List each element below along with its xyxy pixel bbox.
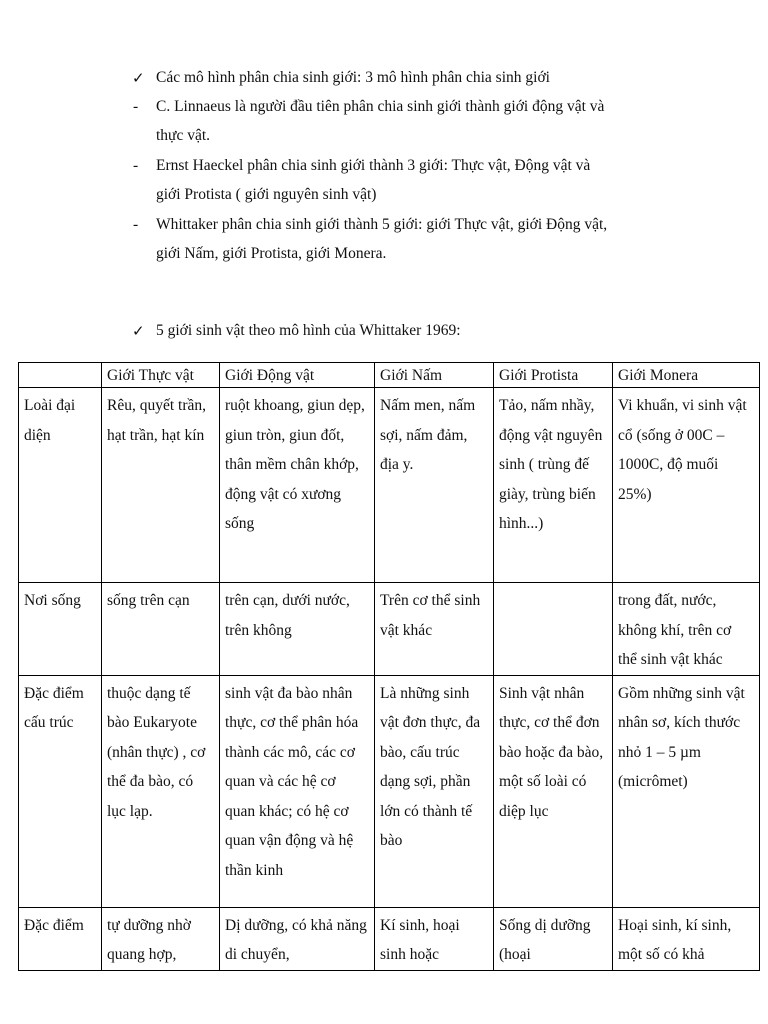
- checkmark-icon: ✓: [132, 69, 145, 87]
- table-cell: trong đất, nước, không khí, trên cơ thể sinh vật khác: [613, 583, 760, 676]
- intro-heading-five-kingdoms: 5 giới sinh vật theo mô hình của Whittaker 1969:: [156, 322, 461, 339]
- row-label: Đặc điểm cấu trúc: [19, 675, 102, 907]
- table-cell: [494, 583, 613, 676]
- table-header-cell: Giới Nấm: [375, 363, 494, 388]
- linnaeus-line-1: C. Linnaeus là người đầu tiên phân chia sinh giới thành giới động vật và: [156, 98, 605, 115]
- haeckel-line-1: Ernst Haeckel phân chia sinh giới thành 3 giới: Thực vật, Động vật và: [156, 157, 591, 174]
- table-header-cell: Giới Động vật: [220, 363, 375, 388]
- table-row: [19, 583, 760, 676]
- table-cell: Hoại sinh, kí sinh, một số có khả: [613, 907, 760, 970]
- checkmark-icon: ✓: [132, 322, 145, 340]
- dash-bullet-icon: -: [133, 216, 139, 233]
- linnaeus-line-2: thực vật.: [156, 127, 211, 144]
- table-cell: ruột khoang, giun dẹp, giun tròn, giun đốt, thân mềm chân khớp, động vật có xương sống: [220, 388, 375, 583]
- table-cell: Dị dưỡng, có khả năng di chuyển,: [220, 907, 375, 970]
- table-header-cell: [19, 363, 102, 388]
- table-header-row: [19, 363, 760, 388]
- table-cell: Nấm men, nấm sợi, nấm đảm, địa y.: [375, 388, 494, 583]
- table-cell: Sống dị dưỡng (hoại: [494, 907, 613, 970]
- table-cell: Tảo, nấm nhầy, động vật nguyên sinh ( trùng đế giày, trùng biến hình...): [494, 388, 613, 583]
- whittaker-line-1: Whittaker phân chia sinh giới thành 5 giới: giới Thực vật, giới Động vật,: [156, 216, 608, 233]
- table-cell: sống trên cạn: [102, 583, 220, 676]
- intro-heading-models: Các mô hình phân chia sinh giới: 3 mô hình phân chia sinh giới: [156, 69, 550, 86]
- table-row: [19, 388, 760, 583]
- row-label: Đặc điểm: [19, 907, 102, 970]
- dash-bullet-icon: -: [133, 157, 139, 174]
- haeckel-line-2: giới Protista ( giới nguyên sinh vật): [156, 186, 377, 203]
- table-header-cell: Giới Protista: [494, 363, 613, 388]
- table-cell: trên cạn, dưới nước, trên không: [220, 583, 375, 676]
- table-row: [19, 907, 760, 970]
- whittaker-line-2: giới Nấm, giới Protista, giới Monera.: [156, 245, 387, 262]
- table-header-cell: Giới Monera: [613, 363, 760, 388]
- table-cell: thuộc dạng tế bào Eukaryote (nhân thực) , cơ thể đa bào, có lục lạp.: [102, 675, 220, 907]
- table-cell: Sinh vật nhân thực, cơ thể đơn bào hoặc đa bào, một số loài có diệp lục: [494, 675, 613, 907]
- table-cell: Trên cơ thể sinh vật khác: [375, 583, 494, 676]
- kingdoms-table: [18, 362, 760, 971]
- table-cell: tự dưỡng nhờ quang hợp,: [102, 907, 220, 970]
- table-cell: Kí sinh, hoại sinh hoặc: [375, 907, 494, 970]
- dash-bullet-icon: -: [133, 98, 139, 115]
- row-label: Nơi sống: [19, 583, 102, 676]
- table-cell: Gồm những sinh vật nhân sơ, kích thước nhỏ 1 – 5 µm (micrômet): [613, 675, 760, 907]
- row-label: Loài đại diện: [19, 388, 102, 583]
- table-cell: sinh vật đa bào nhân thực, cơ thể phân hóa thành các mô, các cơ quan và các hệ cơ quan khác; có hệ cơ quan vận động và hệ thần kinh: [220, 675, 375, 907]
- table-cell: Là những sinh vật đơn thực, đa bào, cấu trúc dạng sợi, phần lớn có thành tế bào: [375, 675, 494, 907]
- table-cell: Rêu, quyết trần, hạt trần, hạt kín: [102, 388, 220, 583]
- table-row: [19, 675, 760, 907]
- table-cell: Vi khuẩn, vi sinh vật cổ (sống ở 00C – 1000C, độ muối 25%): [613, 388, 760, 583]
- table-header-cell: Giới Thực vật: [102, 363, 220, 388]
